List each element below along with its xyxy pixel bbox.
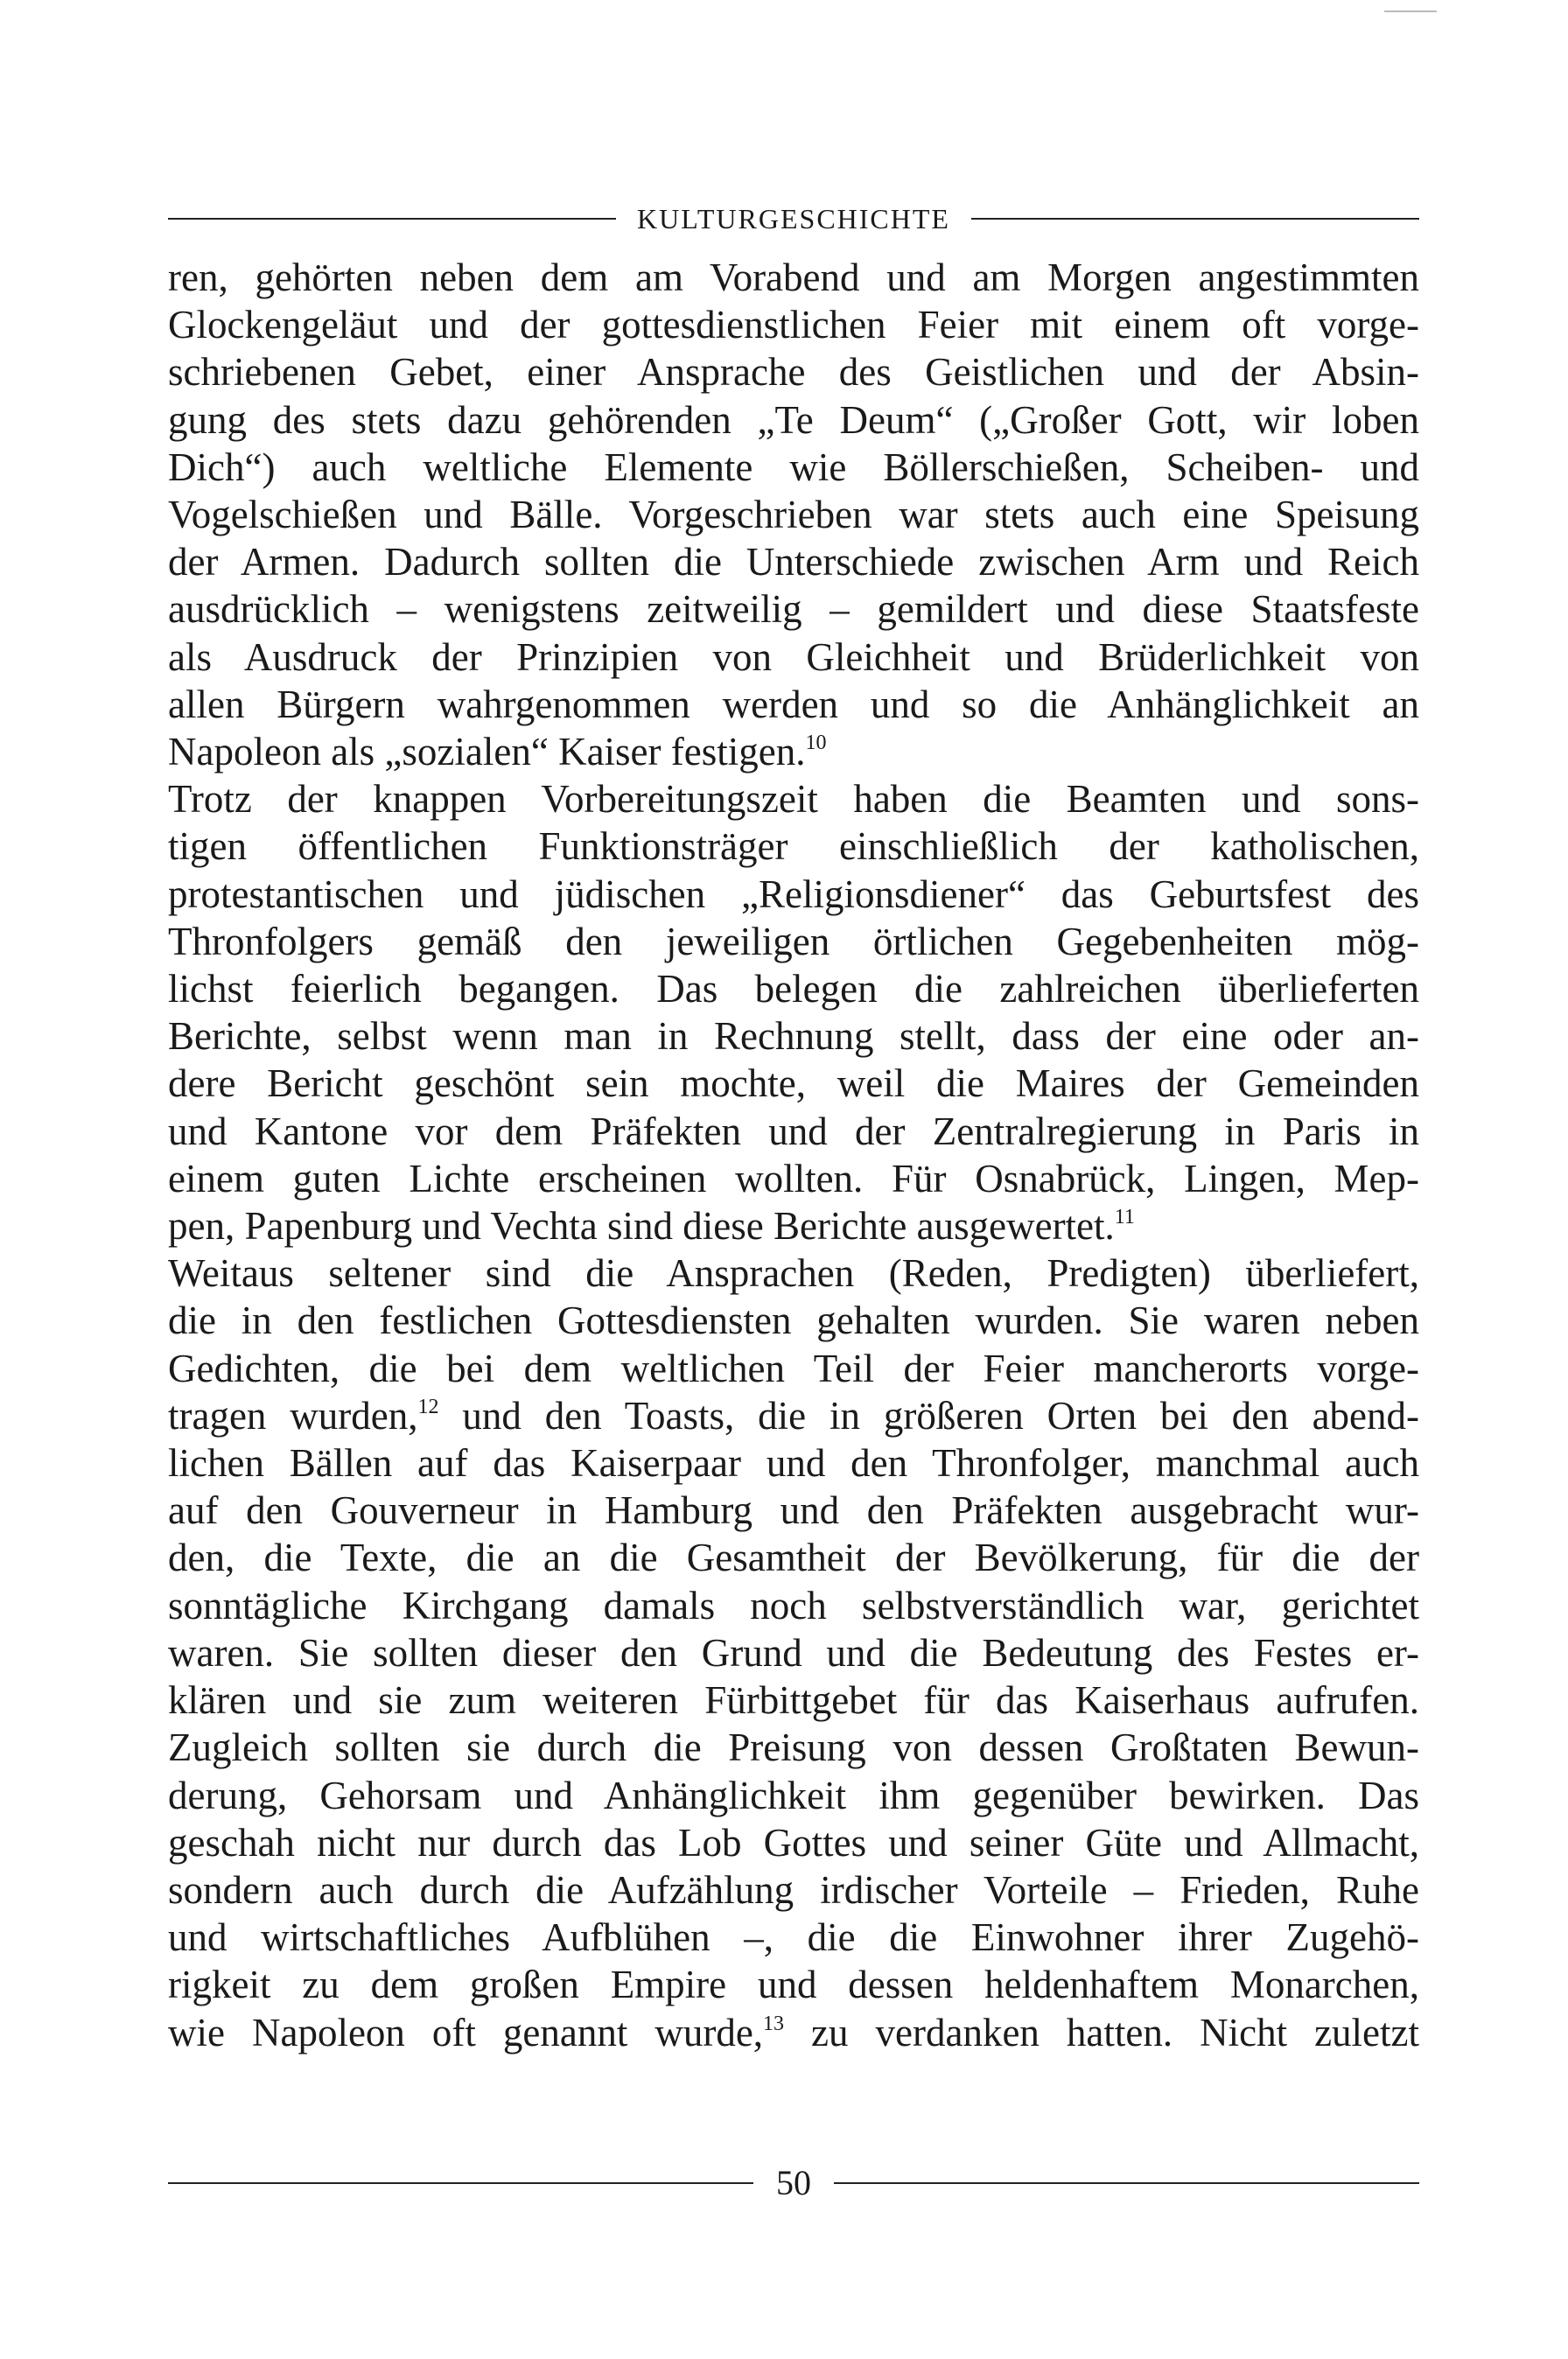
text-segment: zu verdanken hatten. Nicht zuletzt bbox=[784, 2010, 1420, 2054]
text-line-last bbox=[168, 1202, 1419, 1250]
text-line: Zugleich sollten sie durch die Preisung von dessen Großtaten Bewun- bbox=[168, 1726, 1419, 1770]
page-number: 50 bbox=[776, 2163, 811, 2202]
paragraph-1 bbox=[168, 254, 1419, 775]
text-line: rigkeit zu dem großen Empire und dessen heldenhaftem Monarchen, bbox=[168, 1963, 1419, 2007]
text-line: Trotz der knappen Vorbereitungszeit haben die Beamten und sons- bbox=[168, 777, 1419, 822]
text-line: schriebenen Gebet, einer Ansprache des Geistlichen und der Absin- bbox=[168, 350, 1419, 395]
text-line: lichst feierlich begangen. Das belegen die zahlreichen überlieferten bbox=[168, 967, 1419, 1012]
body-text bbox=[168, 254, 1419, 2056]
scan-edge-mark bbox=[1384, 10, 1437, 12]
text-line: und Kantone vor dem Präfekten und der Zentralregierung in Paris in bbox=[168, 1109, 1419, 1153]
text-line: und wirtschaftliches Aufblühen –, die die Einwohner ihrer Zugehö- bbox=[168, 1915, 1419, 1960]
footer-rule-left bbox=[168, 2182, 753, 2184]
text-segment: und den Toasts, die in größeren Orten bei den abend- bbox=[438, 1393, 1419, 1438]
footnote-ref[interactable]: 11 bbox=[1114, 1206, 1135, 1229]
footer-rule-right bbox=[834, 2182, 1419, 2184]
text-line: ren, gehörten neben dem am Vorabend und am Morgen angestimmten bbox=[168, 256, 1419, 299]
text-line: die in den festlichen Gottesdiensten gehalten wurden. Sie waren neben bbox=[168, 1298, 1419, 1343]
text-segment: wie Napoleon oft genannt wurde, bbox=[168, 2010, 764, 2054]
header-rule-right bbox=[971, 218, 1419, 220]
footnote-ref[interactable]: 13 bbox=[763, 2012, 785, 2035]
text-segment: pen, Papenburg und Vechta sind diese Berichte ausgewertet. bbox=[168, 1204, 1115, 1249]
header-rule-left bbox=[168, 218, 616, 220]
footnote-ref[interactable]: 10 bbox=[805, 732, 827, 755]
text-line: lichen Bällen auf das Kaiserpaar und den Thronfolger, manchmal auch bbox=[168, 1441, 1419, 1486]
text-line: sondern auch durch die Aufzählung irdischer Vorteile – Frieden, Ruhe bbox=[168, 1867, 1419, 1912]
text-line: den, die Texte, die an die Gesamtheit der Bevölkerung, für die der bbox=[168, 1536, 1419, 1580]
text-line: waren. Sie sollten dieser den Grund und die Bedeutung des Festes er- bbox=[168, 1630, 1419, 1675]
text-line: auf den Gouverneur in Hamburg und den Präfekten ausgebracht wur- bbox=[168, 1488, 1419, 1533]
text-line: als Ausdruck der Prinzipien von Gleichheit und Brüderlichkeit von bbox=[168, 634, 1419, 679]
text-line: Vogelschießen und Bälle. Vorgeschrieben war stets auch eine Speisung bbox=[168, 493, 1419, 537]
text-line: einem guten Lichte erscheinen wollten. Für Osnabrück, Lingen, Mep- bbox=[168, 1156, 1419, 1200]
footnote-ref[interactable]: 12 bbox=[417, 1395, 439, 1418]
running-title: KULTURGESCHICHTE bbox=[637, 203, 950, 234]
text-line-last bbox=[168, 728, 1419, 775]
text-segment: tragen wurden, bbox=[168, 1393, 418, 1438]
text-line: Berichte, selbst wenn man in Rechnung stellt, dass der eine oder an- bbox=[168, 1014, 1419, 1059]
text-line: geschah nicht nur durch das Lob Gottes und seiner Güte und Allmacht, bbox=[168, 1820, 1419, 1865]
text-line: dere Bericht geschönt sein mochte, weil die Maires der Gemeinden bbox=[168, 1061, 1419, 1106]
paragraph-2 bbox=[168, 775, 1419, 1250]
text-line bbox=[168, 1392, 1419, 1439]
text-line: ausdrücklich – wenigstens zeitweilig – gemildert und diese Staatsfeste bbox=[168, 587, 1419, 632]
text-line: Weitaus seltener sind die Ansprachen (Reden, Predigten) überliefert, bbox=[168, 1251, 1419, 1296]
text-line bbox=[168, 2009, 1419, 2056]
text-line: protestantischen und jüdischen „Religionsdiener“ das Geburtsfest des bbox=[168, 872, 1419, 916]
text-line: Glockengeläut und der gottesdienstlichen Feier mit einem oft vorge- bbox=[168, 303, 1419, 347]
text-line: Dich“) auch weltliche Elemente wie Böllerschießen, Scheiben- und bbox=[168, 444, 1419, 489]
text-line: der Armen. Dadurch sollten die Unterschiede zwischen Arm und Reich bbox=[168, 540, 1419, 584]
paragraph-3 bbox=[168, 1250, 1419, 2055]
text-line: Thronfolgers gemäß den jeweiligen örtlichen Gegebenheiten mög- bbox=[168, 919, 1419, 963]
text-line: tigen öffentlichen Funktionsträger einschließlich der katholischen, bbox=[168, 824, 1419, 869]
text-segment: Napoleon als „sozialen“ Kaiser festigen. bbox=[168, 730, 806, 774]
text-line: klären und sie zum weiteren Fürbittgebet für das Kaiserhaus aufrufen. bbox=[168, 1678, 1419, 1723]
page-footer bbox=[168, 2161, 1419, 2205]
text-line: derung, Gehorsam und Anhänglichkeit ihm gegenüber bewirken. Das bbox=[168, 1773, 1419, 1817]
text-line: gung des stets dazu gehörenden „Te Deum“ („Großer Gott, wir loben bbox=[168, 397, 1419, 442]
text-line: allen Bürgern wahrgenommen werden und so die Anhänglichkeit an bbox=[168, 682, 1419, 726]
running-header bbox=[168, 201, 1419, 236]
text-line: Gedichten, die bei dem weltlichen Teil der Feier mancherorts vorge- bbox=[168, 1346, 1419, 1390]
text-line: sonntägliche Kirchgang damals noch selbstverständlich war, gerichtet bbox=[168, 1583, 1419, 1628]
